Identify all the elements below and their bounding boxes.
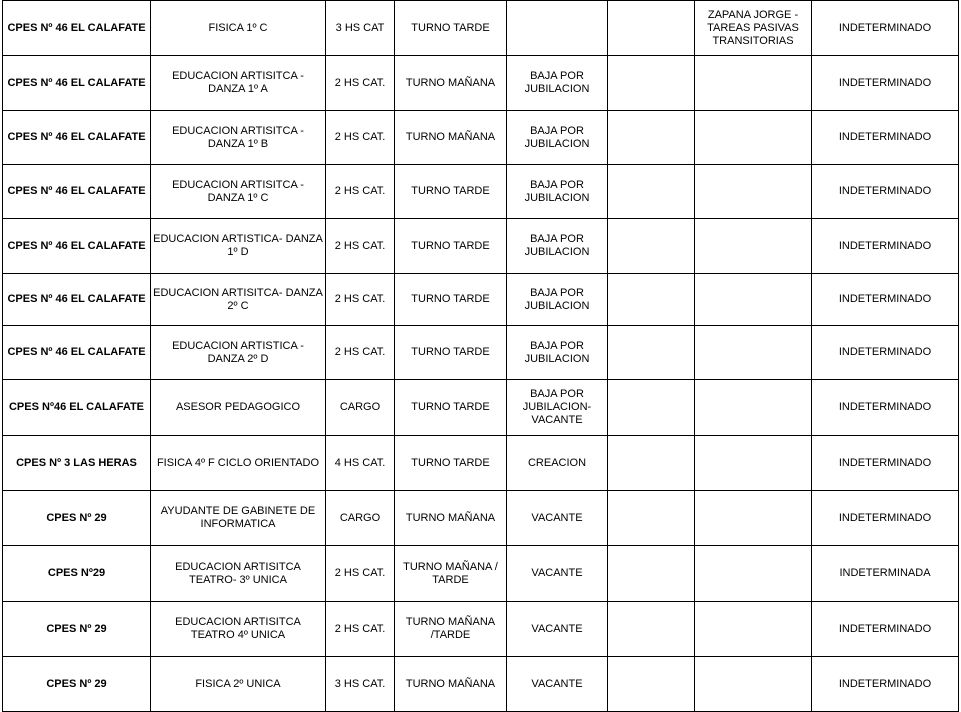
subject-cell: EDUCACION ARTISITCA - DANZA 1º A [151,56,326,111]
notes-cell [695,491,812,546]
reason-cell: VACANTE [507,602,608,657]
hours-cell: 2 HS CAT. [326,602,395,657]
subject-cell: FISICA 4º F CICLO ORIENTADO [151,436,326,491]
status-cell: INDETERMINADO [812,491,959,546]
hours-cell: 2 HS CAT. [326,274,395,326]
table-row [3,274,959,326]
subject-cell: EDUCACION ARTISITCA TEATRO- 3º UNICA [151,546,326,602]
reason-cell [507,1,608,56]
status-cell: INDETERMINADO [812,111,959,165]
status-cell: INDETERMINADO [812,274,959,326]
reason-cell: CREACION [507,436,608,491]
status-cell: INDETERMINADO [812,380,959,436]
subject-cell: EDUCACION ARTISTICA - DANZA 2º D [151,326,326,380]
reason-cell: VACANTE [507,491,608,546]
notes-cell [695,657,812,712]
notes-cell [695,546,812,602]
status-cell: INDETERMINADO [812,165,959,219]
subject-cell: EDUCACION ARTISITCA TEATRO 4º UNICA [151,602,326,657]
subject-cell: EDUCACION ARTISTICA- DANZA 1º D [151,219,326,274]
subject-cell: AYUDANTE DE GABINETE DE INFORMATICA [151,491,326,546]
status-cell: INDETERMINADO [812,326,959,380]
table-row [3,546,959,602]
school-cell: CPES Nº 46 EL CALAFATE [3,56,151,111]
shift-cell: TURNO TARDE [395,1,507,56]
school-cell: CPES Nº 3 LAS HERAS [3,436,151,491]
table-row [3,56,959,111]
notes-cell: ZAPANA JORGE -TAREAS PASIVAS TRANSITORIAS [695,1,812,56]
school-cell: CPES Nº46 EL CALAFATE [3,380,151,436]
status-cell: INDETERMINADO [812,219,959,274]
shift-cell: TURNO MAÑANA [395,491,507,546]
hours-cell: 2 HS CAT. [326,165,395,219]
status-cell: INDETERMINADA [812,546,959,602]
table-row [3,1,959,56]
subject-cell: FISICA 2º UNICA [151,657,326,712]
school-cell: CPES Nº 46 EL CALAFATE [3,274,151,326]
status-cell: INDETERMINADO [812,657,959,712]
status-cell: INDETERMINADO [812,602,959,657]
reason-cell: BAJA POR JUBILACION [507,56,608,111]
notes-cell [695,56,812,111]
school-cell: CPES Nº 46 EL CALAFATE [3,165,151,219]
table-row [3,165,959,219]
shift-cell: TURNO MAÑANA [395,657,507,712]
shift-cell: TURNO MAÑANA /TARDE [395,602,507,657]
extra-cell [608,436,695,491]
extra-cell [608,546,695,602]
shift-cell: TURNO TARDE [395,326,507,380]
school-cell: CPES Nº 46 EL CALAFATE [3,326,151,380]
notes-cell [695,165,812,219]
subject-cell: ASESOR PEDAGOGICO [151,380,326,436]
extra-cell [608,380,695,436]
school-cell: CPES Nº 46 EL CALAFATE [3,111,151,165]
school-cell: CPES Nº29 [3,546,151,602]
table-row [3,111,959,165]
subject-cell: EDUCACION ARTISITCA - DANZA 1º C [151,165,326,219]
reason-cell: BAJA POR JUBILACION- VACANTE [507,380,608,436]
shift-cell: TURNO TARDE [395,165,507,219]
subject-cell: FISICA 1º C [151,1,326,56]
reason-cell: BAJA POR JUBILACION [507,165,608,219]
status-cell: INDETERMINADO [812,1,959,56]
extra-cell [608,491,695,546]
reason-cell: VACANTE [507,657,608,712]
school-cell: CPES Nº 29 [3,657,151,712]
table-row [3,602,959,657]
hours-cell: 2 HS CAT. [326,111,395,165]
shift-cell: TURNO MAÑANA [395,111,507,165]
notes-cell [695,436,812,491]
notes-cell [695,111,812,165]
table-row [3,380,959,436]
hours-cell: 3 HS CAT. [326,657,395,712]
school-cell: CPES Nº 46 EL CALAFATE [3,219,151,274]
hours-cell: 2 HS CAT. [326,546,395,602]
shift-cell: TURNO TARDE [395,219,507,274]
extra-cell [608,1,695,56]
notes-cell [695,326,812,380]
hours-cell: 3 HS CAT [326,1,395,56]
hours-cell: 2 HS CAT. [326,219,395,274]
hours-cell: 4 HS CAT. [326,436,395,491]
reason-cell: BAJA POR JUBILACION [507,274,608,326]
extra-cell [608,56,695,111]
extra-cell [608,111,695,165]
hours-cell: 2 HS CAT. [326,326,395,380]
notes-cell [695,380,812,436]
status-cell: INDETERMINADO [812,56,959,111]
table-row [3,491,959,546]
extra-cell [608,602,695,657]
school-cell: CPES Nº 29 [3,602,151,657]
extra-cell [608,274,695,326]
notes-cell [695,602,812,657]
table-row [3,326,959,380]
table-row [3,219,959,274]
vacancies-table [2,0,959,712]
notes-cell [695,274,812,326]
hours-cell: 2 HS CAT. [326,56,395,111]
shift-cell: TURNO MAÑANA / TARDE [395,546,507,602]
subject-cell: EDUCACION ARTISITCA- DANZA 2º C [151,274,326,326]
shift-cell: TURNO TARDE [395,380,507,436]
reason-cell: BAJA POR JUBILACION [507,219,608,274]
shift-cell: TURNO MAÑANA [395,56,507,111]
reason-cell: VACANTE [507,546,608,602]
subject-cell: EDUCACION ARTISITCA - DANZA 1º B [151,111,326,165]
extra-cell [608,326,695,380]
shift-cell: TURNO TARDE [395,274,507,326]
notes-cell [695,219,812,274]
hours-cell: CARGO [326,491,395,546]
reason-cell: BAJA POR JUBILACION [507,111,608,165]
extra-cell [608,219,695,274]
table-body [3,1,959,712]
school-cell: CPES Nº 46 EL CALAFATE [3,1,151,56]
table-row [3,657,959,712]
shift-cell: TURNO TARDE [395,436,507,491]
status-cell: INDETERMINADO [812,436,959,491]
school-cell: CPES Nº 29 [3,491,151,546]
reason-cell: BAJA POR JUBILACION [507,326,608,380]
hours-cell: CARGO [326,380,395,436]
table-row [3,436,959,491]
extra-cell [608,165,695,219]
extra-cell [608,657,695,712]
